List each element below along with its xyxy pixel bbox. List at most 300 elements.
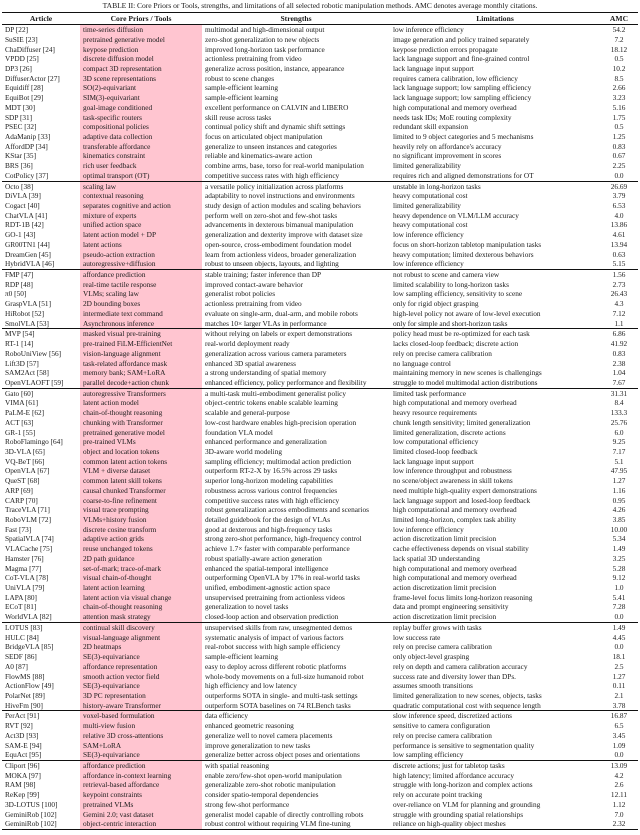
cell-limitation: lack language input support — [393, 456, 474, 466]
cell-strength: robust control without requiring VLM fine-tuning — [202, 819, 390, 829]
table-row — [2, 220, 638, 230]
cell-article: RDP [48] — [5, 279, 33, 289]
cell-strength: foundation VLA model — [205, 427, 273, 437]
cell-core-prior: coarse-to-fine refinement — [80, 496, 202, 506]
cell-core-prior: latent action model + DP — [80, 230, 202, 240]
cell-core-prior: VLMs+history fusion — [80, 515, 202, 525]
cell-core-prior: discrete diffusion model — [80, 54, 202, 64]
cell-strength: robustness across various control frequencies — [205, 485, 338, 495]
table-row — [2, 358, 638, 368]
cell-amc: 1.27 — [612, 671, 626, 681]
table-row — [2, 122, 638, 132]
cell-strength: strong zero-shot performance, high-frequency control — [205, 534, 362, 544]
cell-core-prior: chunking with Transformer — [80, 418, 202, 428]
cell-amc: 3.23 — [612, 93, 626, 103]
cell-article: RAM [98] — [5, 780, 36, 790]
cell-article: SuSIE [23] — [5, 34, 38, 44]
cell-article: OpenVLAOFT [59] — [5, 377, 64, 387]
cell-core-prior: autoregressive Transformers — [80, 388, 202, 398]
cell-limitation: focus on short-horizon tabletop manipulation tasks — [393, 239, 542, 249]
cell-amc: 7.28 — [612, 602, 626, 612]
cell-article: 3D-VLA [65] — [5, 446, 45, 456]
cell-core-prior: Asynchronous inference — [80, 319, 202, 329]
cell-strength: sample-efficient learning — [205, 93, 279, 103]
cell-article: RoboFlamingo [64] — [5, 437, 63, 447]
cell-strength: a strong understanding of spatial memory — [205, 368, 327, 378]
cell-limitation: limited long-horizon, complex task ability — [393, 515, 517, 524]
cell-amc: 4.3 — [614, 299, 624, 309]
cell-limitation: sensitive to camera configuration — [393, 721, 491, 731]
cell-limitation: low inference throughput and robustness — [393, 466, 512, 476]
cell-strength: continual policy shift and dynamic shift settings — [205, 122, 346, 132]
table-row — [2, 54, 638, 64]
cell-article: GeminiRob [102] — [5, 809, 57, 819]
table-row — [2, 349, 638, 359]
cell-limitation: struggle with grounding spatial relationships — [393, 809, 524, 819]
cell-amc: 1.49 — [612, 544, 626, 554]
cell-strength: superior long-horizon modeling capabilities — [205, 476, 333, 486]
cell-limitation: heavy resource requirements — [393, 408, 477, 418]
table-row — [2, 760, 638, 770]
cell-limitation: no significant improvement in scores — [393, 151, 502, 161]
table-row — [2, 731, 638, 741]
cell-strength: learn from actionless videos, broader generalization — [205, 249, 357, 259]
cell-core-prior: contextual reasoning — [80, 191, 202, 201]
cell-article: SAM-E [94] — [5, 740, 42, 750]
cell-core-prior: affordance prediction — [80, 269, 202, 279]
cell-amc: 13.86 — [610, 220, 628, 230]
cell-amc: 3.79 — [612, 191, 626, 201]
cell-core-prior: vision-language alignment — [80, 349, 202, 359]
cell-amc: 16.87 — [600, 711, 638, 721]
cell-amc: 4.61 — [612, 230, 626, 240]
cell-strength: stable training; faster inference than DP — [202, 269, 390, 279]
cell-strength: real-world deployment ready — [205, 339, 290, 349]
table-row — [2, 269, 638, 279]
cell-limitation: rely on precise camera calibration — [393, 730, 492, 740]
table-header-row — [2, 13, 638, 25]
cell-article: GraspVLA [51] — [5, 299, 52, 309]
cell-amc: 2.32 — [600, 819, 638, 829]
cell-article: RoboVLM [72] — [5, 515, 52, 524]
cell-limitation: low inference efficiency — [393, 259, 464, 269]
table-row — [2, 544, 638, 554]
table-row — [2, 211, 638, 221]
cell-core-prior: pseudo-action extraction — [80, 250, 202, 260]
cell-amc: 8.4 — [614, 398, 624, 408]
cell-article: ChaDiffuser [24] — [5, 44, 55, 54]
table-row — [2, 525, 638, 535]
cell-strength: easy to deploy across different robotic platforms — [205, 661, 347, 671]
cell-article: HULC [84] — [5, 632, 39, 642]
cell-strength: low-cost hardware enables high-precision operation — [205, 417, 357, 427]
cell-strength: without relying on labels or expert demonstrations — [202, 329, 390, 339]
cell-amc: 4.26 — [612, 505, 626, 515]
cell-limitation: limited generalization to new scenes, objects, tasks — [393, 690, 542, 700]
table-row — [2, 612, 638, 622]
cell-article: SEDF [86] — [5, 652, 37, 662]
cell-core-prior: 3D scene representations — [80, 74, 202, 84]
table-row — [2, 671, 638, 681]
table-row — [2, 259, 638, 269]
cell-strength: sample-efficient learning — [205, 652, 279, 662]
table-row — [2, 466, 638, 476]
cell-amc: 7.12 — [612, 308, 626, 318]
cell-core-prior: latent action learning — [80, 583, 202, 593]
cell-core-prior: kinematics constraint — [80, 151, 202, 161]
cell-article: DreamGen [45] — [5, 249, 51, 259]
cell-amc: 6.0 — [614, 427, 624, 437]
cell-core-prior: visual chain-of-thought — [80, 573, 202, 583]
cell-strength: outperforming OpenVLA by 17% in real-world tasks — [205, 573, 360, 583]
cell-core-prior: parallel decode+action chunk — [80, 378, 202, 388]
cell-strength: robust to unseen objects, layouts, and lighting — [205, 259, 339, 269]
cell-article: UniVLA [79] — [5, 583, 45, 593]
table-row — [2, 681, 638, 691]
cell-amc: 1.12 — [612, 799, 626, 809]
cell-core-prior: relative 3D cross-attentions — [80, 731, 202, 741]
cell-strength: generalize to unseen instances and categories — [205, 141, 337, 151]
table-row — [2, 583, 638, 593]
cell-limitation: action discretization limit precision — [393, 583, 497, 593]
table-row — [2, 83, 638, 93]
table-row — [2, 457, 638, 467]
cell-amc: 1.1 — [614, 318, 624, 328]
cell-article: MVP [54] — [2, 329, 80, 339]
cell-limitation: limited scalability to long-horizon tasks — [393, 279, 509, 289]
cell-article: Act3D [93] — [5, 730, 39, 740]
cell-amc: 1.09 — [612, 740, 626, 750]
cell-amc: 9.25 — [612, 437, 626, 447]
table-row — [2, 250, 638, 260]
cell-core-prior: causal chunked Transformer — [80, 486, 202, 496]
cell-strength: generalizable zero-shot robotic manipulation — [205, 780, 336, 790]
cell-strength: strong few-shot performance — [205, 799, 290, 809]
cell-limitation: needs task IDs; MoE routing complexity — [393, 112, 512, 122]
cell-core-prior: pretrained VLMs — [80, 800, 202, 810]
cell-strength: actionless pretraining from video — [205, 299, 302, 309]
cell-article: Hamster [76] — [5, 553, 44, 563]
cell-limitation: heavy dependence on VLM/LLM accuracy — [393, 210, 519, 220]
table-row — [2, 191, 638, 201]
cell-limitation: reliance on high-quality object meshes — [390, 819, 600, 829]
cell-strength: sample-efficient learning — [205, 83, 279, 93]
table-row — [2, 711, 638, 721]
cell-core-prior: masked visual pre-training — [80, 329, 202, 339]
table-row — [2, 25, 638, 35]
cell-limitation: lack language support and fine-grained control — [393, 54, 530, 64]
cell-core-prior: VLM + diverse dataset — [80, 466, 202, 476]
cell-strength: generalize well to novel camera placements — [205, 730, 333, 740]
cell-amc: 10.00 — [610, 524, 628, 534]
cell-strength: consider spatio-temporal dependencies — [205, 790, 319, 800]
cell-core-prior: attention mask strategy — [80, 612, 202, 622]
cell-limitation: frame-level focus limits long-horizon reasoning — [393, 592, 533, 602]
cell-strength: reliable and kinematics-aware action — [205, 151, 313, 161]
cell-amc: 2.66 — [612, 83, 626, 93]
table-row — [2, 486, 638, 496]
cell-core-prior: optimal transport (OT) — [80, 171, 202, 181]
cell-limitation: requires camera calibration, low efficiency — [393, 73, 518, 83]
table-row — [2, 329, 638, 339]
cell-limitation: low inference efficiency — [393, 230, 464, 240]
cell-strength: generalization to novel tasks — [205, 602, 289, 612]
cell-article: AdaManip [33] — [5, 131, 51, 141]
cell-strength: actionless pretraining from video — [205, 54, 302, 64]
cell-amc: 7.0 — [614, 809, 624, 819]
cell-limitation: policy head must be re-optimized for each task — [390, 329, 600, 339]
cell-core-prior: scaling law — [80, 181, 202, 191]
cell-article: Lift3D [57] — [5, 358, 39, 368]
cell-limitation: chunk length sensitivity; limited generalization — [393, 417, 531, 427]
cell-article: OpenVLA [67] — [5, 466, 50, 476]
cell-core-prior: autoregressive+diffusion — [80, 259, 202, 269]
table-row — [2, 280, 638, 290]
cell-article: Magma [77] — [5, 563, 42, 573]
cell-core-prior: Gemini 2.0; vast dataset — [80, 810, 202, 820]
cell-limitation: action discretization limit precision — [393, 612, 497, 622]
cell-article: RVT [92] — [5, 721, 33, 731]
header-article: Article — [2, 13, 80, 25]
cell-amc: 4.0 — [614, 210, 624, 220]
cell-limitation: over-reliance on VLM for planning and grounding — [393, 799, 541, 809]
cell-core-prior: rich user feedback — [80, 161, 202, 171]
cell-article: ECoT [81] — [5, 602, 37, 612]
table-row — [2, 132, 638, 142]
table-caption: TABLE II: Core Priors or Tools, strengths, and limitations of all selected robotic manipulation methods. AMC denotes average monthly citations. — [102, 1, 538, 10]
cell-amc: 25.76 — [610, 417, 628, 427]
cell-core-prior: object and location tokens — [80, 447, 202, 457]
header-strengths: Strengths — [202, 13, 390, 25]
cell-article: HybridVLA [46] — [5, 259, 55, 269]
table-row — [2, 691, 638, 701]
cell-amc: 26.69 — [600, 181, 638, 191]
cell-article: BRS [36] — [5, 161, 33, 171]
cell-core-prior: SE(3)-equivariance — [80, 652, 202, 662]
cell-amc: 133.3 — [610, 408, 628, 418]
cell-article: SmolVLA [53] — [5, 318, 49, 328]
cell-core-prior: set-of-mark; trace-of-mark — [80, 564, 202, 574]
cell-core-prior: compact 3D representation — [80, 64, 202, 74]
cell-limitation: only object-level grasping — [393, 652, 470, 662]
cell-core-prior: VLMs; scaling law — [80, 289, 202, 299]
table-row — [2, 408, 638, 418]
cell-limitation: high computational and memory overhead — [393, 573, 517, 583]
table-row — [2, 339, 638, 349]
cell-limitation: assumes smooth transitions — [393, 681, 473, 691]
cell-core-prior: mixture of experts — [80, 211, 202, 221]
cell-limitation: low sampling efficiency — [393, 750, 464, 760]
cell-article: SAM2Act [58] — [5, 368, 49, 378]
cell-article: DiffuserActor [27] — [5, 73, 60, 83]
cell-amc: 0.95 — [612, 495, 626, 505]
cell-core-prior: voxel-based formulation — [80, 711, 202, 721]
cell-limitation: replay buffer grows with tasks — [390, 622, 600, 632]
cell-limitation: slow inference speed, discretized actions — [390, 711, 600, 721]
table-row — [2, 388, 638, 398]
cell-limitation: limited to 9 object categories and 5 mechanisms — [393, 131, 534, 141]
cell-amc: 13.94 — [610, 239, 628, 249]
cell-core-prior: keypoint constraints — [80, 790, 202, 800]
cell-strength: real-robot success with high sample efficiency — [205, 642, 341, 652]
cell-strength: matches 10× larger VLAs in performance — [205, 318, 327, 328]
cell-amc: 41.92 — [610, 339, 628, 349]
cell-limitation: performance is sensitive to segmentation quality — [393, 740, 535, 750]
cell-amc: 6.53 — [612, 201, 626, 210]
cell-strength: generalize across position, instance, appearance — [205, 63, 345, 73]
cell-article: Cliport [96] — [2, 760, 80, 770]
cell-article: A0 [87] — [5, 661, 28, 671]
cell-core-prior: separates cognitive and action — [80, 201, 202, 211]
cell-strength: excellent performance on CALVIN and LIBERO — [205, 102, 349, 112]
table-row — [2, 103, 638, 113]
cell-strength: unified, embodiment-agnostic action space — [205, 583, 331, 593]
table-row — [2, 740, 638, 750]
cell-amc: 0.83 — [612, 141, 626, 151]
table-row — [2, 447, 638, 457]
cell-strength: generalization and dexterity improve with dataset size — [205, 230, 363, 240]
cell-core-prior: pretrained generative model — [80, 35, 202, 45]
cell-amc: 18.1 — [612, 652, 626, 662]
cell-article: TraceVLA [71] — [5, 505, 50, 515]
cell-strength: focus on articulated object manipulation — [205, 131, 323, 141]
cell-amc: 1.25 — [612, 131, 626, 141]
cell-limitation: no scene/object awareness in skill tokens — [393, 476, 513, 486]
cell-amc: 1.75 — [612, 112, 626, 122]
cell-article: RT-1 [14] — [5, 339, 34, 349]
cell-strength: good at dexterous and high-frequency tasks — [205, 524, 333, 534]
cell-strength: whole-body movements on a full-size humanoid robot — [205, 671, 364, 681]
cell-core-prior: pre-trained VLMs — [80, 437, 202, 447]
cell-strength: generalization across various camera parameters — [205, 348, 347, 358]
table-row — [2, 602, 638, 612]
cell-limitation: unstable in long-horizon tasks — [390, 181, 600, 191]
table-row — [2, 93, 638, 103]
table-row — [2, 496, 638, 506]
cell-limitation: high computational and memory overhead — [393, 563, 517, 573]
cell-core-prior: multi-view fusion — [80, 721, 202, 731]
table-row — [2, 44, 638, 54]
cell-amc: 31.31 — [600, 388, 638, 398]
cell-amc: 0.67 — [612, 151, 626, 161]
cell-amc: 7.2 — [614, 34, 624, 44]
table-row — [2, 800, 638, 810]
cell-limitation: data and prompt engineering sensitivity — [393, 602, 509, 612]
cell-strength: with spatial reasoning — [202, 760, 390, 770]
cell-amc: 3.78 — [612, 700, 626, 710]
cell-amc: 1.49 — [600, 622, 638, 632]
cell-amc: 3.45 — [612, 730, 626, 740]
cell-amc: 54.2 — [612, 25, 626, 35]
table-row — [2, 810, 638, 820]
cell-article: EquiBot [29] — [5, 93, 44, 103]
cell-core-prior: unified action space — [80, 220, 202, 230]
cell-strength: improved contact-aware behavior — [205, 279, 304, 289]
cell-strength: adaptability to novel instructions and environments — [205, 191, 355, 201]
cell-limitation: requires rich and aligned demonstrations for OT — [393, 170, 534, 180]
cell-article: GeminiRob [102] — [2, 819, 80, 829]
cell-core-prior: task-related affordance mask — [80, 358, 202, 368]
cell-strength: robust to scene changes — [205, 73, 275, 83]
cell-article: 3D-LOTUS [100] — [5, 799, 58, 809]
cell-strength: perform well on zero-shot and few-shot tasks — [205, 210, 338, 220]
table-row — [2, 427, 638, 437]
cell-article: KStar [35] — [5, 151, 37, 161]
cell-amc: 0.0 — [614, 170, 624, 180]
cell-limitation: heavily rely on affordance's accuracy — [393, 141, 502, 151]
cell-strength: improve generalization to new tasks — [205, 740, 311, 750]
cell-core-prior: retrieval-based affordance — [80, 780, 202, 790]
cell-limitation: lack language support; low sampling efficiency — [393, 93, 532, 103]
table-row — [2, 112, 638, 122]
table-row — [2, 289, 638, 299]
cell-strength: unsupervised skills from raw, unsegmented demos — [202, 622, 390, 632]
cell-limitation: rely on precise camera calibration — [393, 642, 492, 652]
cell-limitation: only for rigid object grasping — [393, 299, 479, 309]
cell-limitation: heavy computational cost — [393, 220, 468, 230]
cell-core-prior: affordance prediction — [80, 760, 202, 770]
cell-article: Gato [60] — [2, 388, 80, 398]
cell-strength: evaluate on single-arm, dual-arm, and mobile robots — [205, 308, 358, 318]
cell-strength: skill reuse across tasks — [205, 112, 272, 122]
cell-amc: 0.5 — [614, 122, 624, 132]
cell-strength: combine arms, base, torso for real-world manipulation — [205, 161, 364, 171]
cell-article: CotPolicy [37] — [5, 170, 49, 180]
cell-amc: 5.41 — [612, 592, 626, 602]
cell-core-prior: intermediate text command — [80, 309, 202, 319]
cell-article: MDT [30] — [5, 102, 36, 112]
cell-article: PSEC [32] — [5, 122, 37, 132]
cell-core-prior: 3D PC representation — [80, 691, 202, 701]
cell-limitation: not robust to scene and camera view — [390, 269, 600, 279]
cell-strength: achieve 1.7× faster with comparable performance — [205, 544, 350, 554]
cell-article: ARP [69] — [5, 485, 33, 495]
table-row — [2, 771, 638, 781]
cell-amc: 0.11 — [612, 681, 626, 691]
cell-core-prior: discrete cosine transform — [80, 525, 202, 535]
cell-limitation: limited closed-loop feedback — [393, 446, 478, 456]
table-row — [2, 701, 638, 711]
cell-article: MOKA [97] — [5, 770, 41, 780]
table-row — [2, 662, 638, 672]
cell-strength: robust generalization across embodiments and scenarios — [205, 505, 369, 515]
cell-core-prior: SE(3)-equivariance — [80, 681, 202, 691]
cell-limitation: lack language support and losed-loop feedback — [393, 495, 531, 505]
cell-amc: 5.34 — [612, 534, 626, 544]
cell-core-prior: chain-of-thought reasoning — [80, 602, 202, 612]
cell-article: HiRobot [52] — [5, 308, 45, 318]
cell-limitation: lack language support; low sampling efficiency — [393, 83, 532, 93]
table-row — [2, 573, 638, 583]
table-row — [2, 593, 638, 603]
cell-core-prior: 2D heatmaps — [80, 642, 202, 652]
cell-strength: closed-loop action and observation prediction — [205, 612, 339, 622]
cell-limitation: high latency; limited affordance accuracy — [393, 770, 515, 780]
cell-article: ChatVLA [41] — [5, 210, 48, 220]
cell-limitation: image generation and policy trained separately — [393, 34, 530, 44]
cell-amc: 2.1 — [614, 690, 624, 700]
cell-amc: 3.85 — [612, 515, 626, 524]
cell-article: CARP [70] — [5, 495, 38, 505]
table-row — [2, 142, 638, 152]
cell-limitation: struggle with long-horizon and complex actions — [393, 780, 533, 790]
cell-limitation: low success rate — [393, 632, 441, 642]
cell-limitation: rely on accurate point tracking — [393, 790, 483, 800]
cell-strength: generalize better across object poses and orientations — [205, 750, 360, 760]
cell-article: HiveFm [90] — [5, 700, 43, 710]
table-row — [2, 780, 638, 790]
cell-core-prior: smooth action vector field — [80, 671, 202, 681]
